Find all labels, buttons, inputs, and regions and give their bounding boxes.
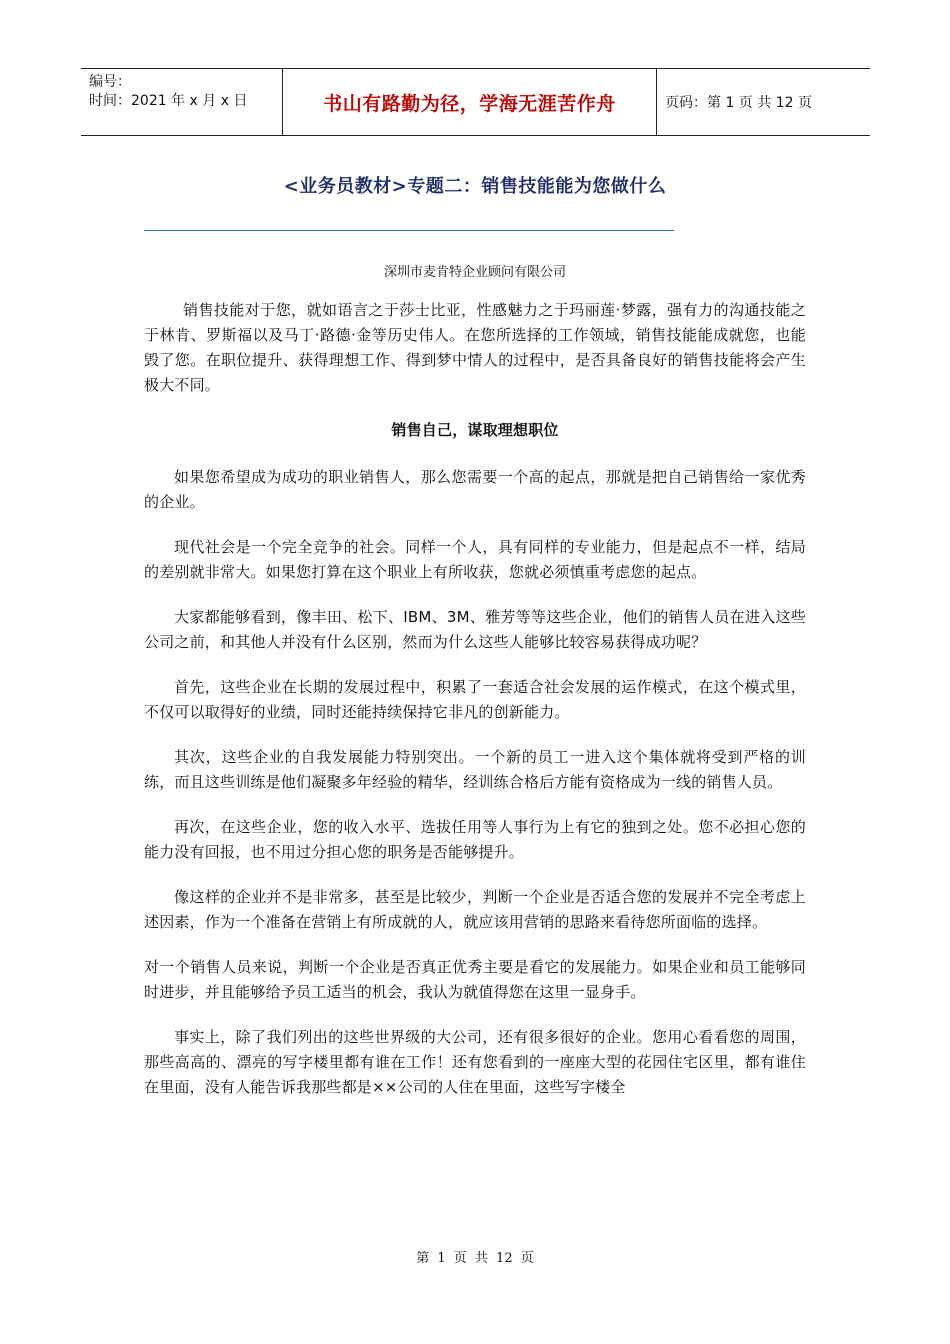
body-paragraph: 首先，这些企业在长期的发展过程中，积累了一套适合社会发展的运作模式，在这个模式里，不仅可以取得好的业绩，同时还能持续保持它非凡的创新能力。 — [144, 678, 806, 721]
company-name: 深圳市麦肯特企业顾问有限公司 — [383, 265, 566, 280]
header-motto: 书山有路勤为径，学海无涯苦作舟 — [323, 92, 616, 115]
body-paragraph: 现代社会是一个完全竞争的社会。同样一个人，具有同样的专业能力，但是起点不一样，结局的差别就非常大。如果您打算在这个职业上有所收获，您就必须慎重考虑您的起点。 — [144, 538, 806, 581]
body-paragraph: 大家都能够看到，像丰田、松下、IBM、3M、雅芳等等这些企业，他们的销售人员在进入这些公司之前，和其他人并没有什么区别，然而为什么这些人能够比较容易获得成功呢？ — [144, 608, 806, 651]
page-footer: 第 1 页 共 12 页 — [416, 1251, 534, 1266]
body-paragraph-last: 事实上，除了我们列出的这些世界级的大公司，还有很多很好的企业。您用心看看您的周围，那些高高的、漂亮的写字楼里都有谁在工作！还有您看到的一座座大型的花园住宅区里，都有谁住在里面，没有人能告诉我那些都是××公司的人住在里面，这些写字楼全 — [144, 1028, 806, 1096]
body-paragraph: 其次，这些企业的自我发展能力特别突出。一个新的员工一进入这个集体就将受到严格的训练，而且这些训练是他们凝聚多年经验的精华，经训练合格后方能有资格成为一线的销售人员。 — [144, 748, 806, 791]
body-paragraph: 如果您希望成为成功的职业销售人，那么您需要一个高的起点，那就是把自己销售给一家优秀的企业。 — [144, 468, 806, 511]
document-header-table — [81, 68, 870, 136]
header-meta-cell — [81, 69, 282, 135]
body-paragraph-noindent: 对一个销售人员来说，判断一个企业是否真正优秀主要是看它的发展能力。如果企业和员工能够同时进步，并且能够给予员工适当的机会，我认为就值得您在这里一显身手。 — [144, 958, 806, 1001]
header-motto-cell — [282, 69, 657, 135]
header-page-info: 页码：第 1 页 共 12 页 — [665, 95, 812, 111]
title-divider — [144, 230, 674, 231]
section-heading: 销售自己，谋取理想职位 — [391, 421, 559, 439]
document-title: <业务员教材>专题二：销售技能能为您做什么 — [283, 176, 667, 197]
document-date: 时间：2021 年 x 月 x 日 — [89, 93, 248, 109]
body-paragraph: 像这样的企业并不是非常多，甚至是比较少，判断一个企业是否适合您的发展并不完全考虑上述因素，作为一个准备在营销上有所成就的人，就应该用营销的思路来看待您所面临的选择。 — [144, 888, 806, 931]
document-number-label: 编号： — [89, 74, 131, 90]
body-paragraph: 再次，在这些企业，您的收入水平、选拔任用等人事行为上有它的独到之处。您不必担心您的能力没有回报，也不用过分担心您的职务是否能够提升。 — [144, 818, 806, 861]
intro-paragraph: 销售技能对于您，就如语言之于莎士比亚，性感魅力之于玛丽莲·梦露，强有力的沟通技能之于林肯、罗斯福以及马丁·路德·金等历史伟人。在您所选择的工作领域，销售技能能成就您，也能毁了您。在职位提升、获得理想工作、得到梦中情人的过程中，是否具备良好的销售技能将会产生极大不同。 — [144, 301, 806, 394]
header-page-cell — [657, 69, 870, 135]
document-body — [144, 298, 806, 1120]
